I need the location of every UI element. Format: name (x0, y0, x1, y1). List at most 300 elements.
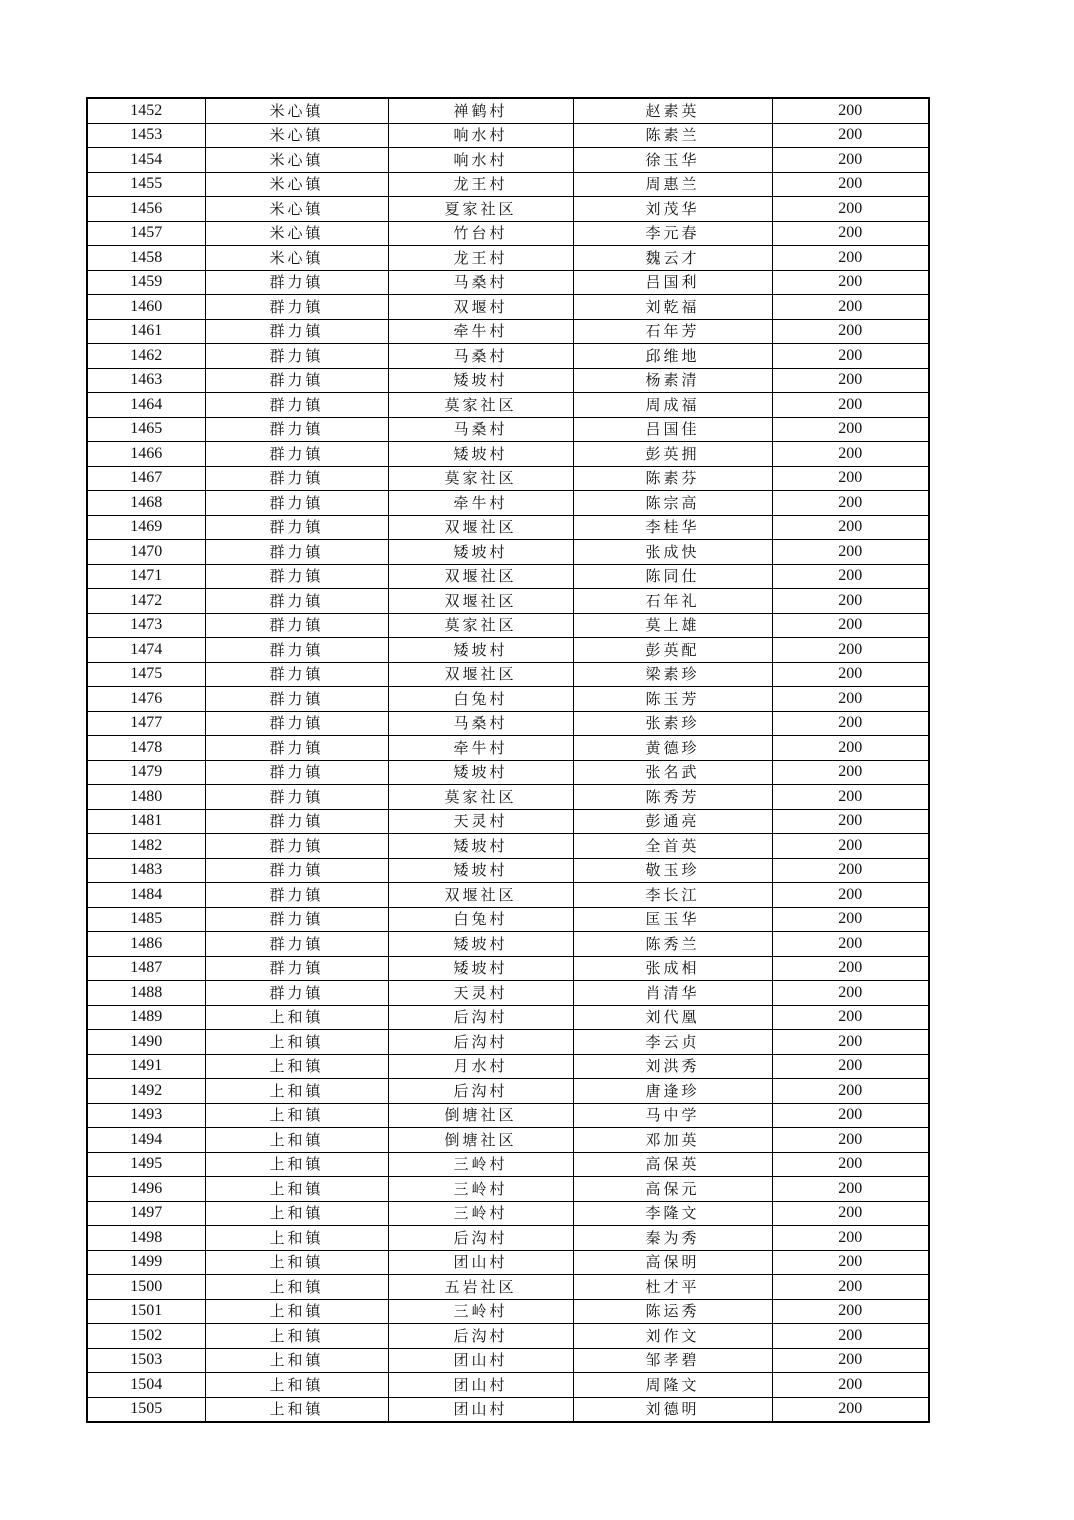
data-table (86, 97, 930, 1423)
name-cell: 李桂华 (573, 515, 772, 540)
amount-cell: 200 (772, 442, 929, 467)
amount-cell: 200 (772, 1103, 929, 1128)
village-cell: 双堰社区 (388, 515, 573, 540)
village-cell: 月水村 (388, 1054, 573, 1079)
row-number-cell: 1498 (87, 1226, 205, 1251)
row-number-cell: 1495 (87, 1152, 205, 1177)
row-number-cell: 1505 (87, 1397, 205, 1422)
name-cell: 张名武 (573, 760, 772, 785)
row-number-cell: 1478 (87, 736, 205, 761)
town-cell: 群力镇 (205, 834, 388, 859)
village-cell: 后沟村 (388, 1079, 573, 1104)
town-cell: 群力镇 (205, 638, 388, 663)
town-cell: 群力镇 (205, 907, 388, 932)
table-row (87, 736, 929, 761)
town-cell: 上和镇 (205, 1177, 388, 1202)
table-row (87, 1128, 929, 1153)
row-number-cell: 1466 (87, 442, 205, 467)
name-cell: 彭通亮 (573, 809, 772, 834)
village-cell: 矮坡村 (388, 540, 573, 565)
row-number-cell: 1472 (87, 589, 205, 614)
table-row (87, 368, 929, 393)
row-number-cell: 1467 (87, 466, 205, 491)
name-cell: 陈素兰 (573, 123, 772, 148)
town-cell: 群力镇 (205, 760, 388, 785)
town-cell: 米心镇 (205, 148, 388, 173)
village-cell: 莫家社区 (388, 466, 573, 491)
village-cell: 三岭村 (388, 1177, 573, 1202)
row-number-cell: 1480 (87, 785, 205, 810)
amount-cell: 200 (772, 638, 929, 663)
name-cell: 李长江 (573, 883, 772, 908)
name-cell: 彭英配 (573, 638, 772, 663)
amount-cell: 200 (772, 1275, 929, 1300)
table-row (87, 319, 929, 344)
amount-cell: 200 (772, 466, 929, 491)
village-cell: 马桑村 (388, 711, 573, 736)
table-row (87, 270, 929, 295)
table-row (87, 246, 929, 271)
name-cell: 刘作文 (573, 1324, 772, 1349)
row-number-cell: 1488 (87, 981, 205, 1006)
row-number-cell: 1491 (87, 1054, 205, 1079)
name-cell: 高保英 (573, 1152, 772, 1177)
row-number-cell: 1485 (87, 907, 205, 932)
village-cell: 马桑村 (388, 417, 573, 442)
village-cell: 白兔村 (388, 687, 573, 712)
table-row (87, 834, 929, 859)
town-cell: 群力镇 (205, 466, 388, 491)
name-cell: 高保元 (573, 1177, 772, 1202)
row-number-cell: 1500 (87, 1275, 205, 1300)
town-cell: 群力镇 (205, 687, 388, 712)
row-number-cell: 1481 (87, 809, 205, 834)
town-cell: 上和镇 (205, 1250, 388, 1275)
name-cell: 刘洪秀 (573, 1054, 772, 1079)
name-cell: 石年礼 (573, 589, 772, 614)
amount-cell: 200 (772, 613, 929, 638)
row-number-cell: 1458 (87, 246, 205, 271)
table-row (87, 809, 929, 834)
table-row (87, 1299, 929, 1324)
town-cell: 群力镇 (205, 932, 388, 957)
name-cell: 杨素清 (573, 368, 772, 393)
town-cell: 群力镇 (205, 540, 388, 565)
row-number-cell: 1460 (87, 295, 205, 320)
row-number-cell: 1497 (87, 1201, 205, 1226)
town-cell: 上和镇 (205, 1324, 388, 1349)
town-cell: 米心镇 (205, 172, 388, 197)
town-cell: 上和镇 (205, 1299, 388, 1324)
village-cell: 双堰社区 (388, 589, 573, 614)
village-cell: 后沟村 (388, 1030, 573, 1055)
town-cell: 群力镇 (205, 858, 388, 883)
amount-cell: 200 (772, 589, 929, 614)
table-row (87, 589, 929, 614)
row-number-cell: 1492 (87, 1079, 205, 1104)
table-row (87, 760, 929, 785)
amount-cell: 200 (772, 1005, 929, 1030)
table-row (87, 417, 929, 442)
village-cell: 团山村 (388, 1250, 573, 1275)
name-cell: 李云贞 (573, 1030, 772, 1055)
village-cell: 矮坡村 (388, 442, 573, 467)
table-row (87, 662, 929, 687)
row-number-cell: 1471 (87, 564, 205, 589)
amount-cell: 200 (772, 123, 929, 148)
row-number-cell: 1494 (87, 1128, 205, 1153)
name-cell: 邹孝碧 (573, 1348, 772, 1373)
table-row (87, 393, 929, 418)
table-row (87, 1250, 929, 1275)
town-cell: 米心镇 (205, 123, 388, 148)
table-row (87, 1275, 929, 1300)
name-cell: 邱维地 (573, 344, 772, 369)
amount-cell: 200 (772, 1177, 929, 1202)
amount-cell: 200 (772, 662, 929, 687)
table-row (87, 540, 929, 565)
village-cell: 三岭村 (388, 1299, 573, 1324)
name-cell: 刘德明 (573, 1397, 772, 1422)
village-cell: 莫家社区 (388, 393, 573, 418)
village-cell: 双堰社区 (388, 564, 573, 589)
town-cell: 上和镇 (205, 1152, 388, 1177)
table-row (87, 613, 929, 638)
table-row (87, 956, 929, 981)
village-cell: 天灵村 (388, 809, 573, 834)
table-row (87, 932, 929, 957)
amount-cell: 200 (772, 687, 929, 712)
row-number-cell: 1455 (87, 172, 205, 197)
row-number-cell: 1496 (87, 1177, 205, 1202)
village-cell: 团山村 (388, 1348, 573, 1373)
row-number-cell: 1459 (87, 270, 205, 295)
row-number-cell: 1499 (87, 1250, 205, 1275)
row-number-cell: 1479 (87, 760, 205, 785)
amount-cell: 200 (772, 907, 929, 932)
town-cell: 群力镇 (205, 515, 388, 540)
table-row (87, 711, 929, 736)
row-number-cell: 1504 (87, 1373, 205, 1398)
amount-cell: 200 (772, 956, 929, 981)
table-row (87, 785, 929, 810)
table-row (87, 491, 929, 516)
amount-cell: 200 (772, 736, 929, 761)
amount-cell: 200 (772, 1250, 929, 1275)
table-row (87, 1324, 929, 1349)
row-number-cell: 1493 (87, 1103, 205, 1128)
row-number-cell: 1452 (87, 98, 205, 123)
amount-cell: 200 (772, 981, 929, 1006)
table-row (87, 1005, 929, 1030)
town-cell: 上和镇 (205, 1275, 388, 1300)
name-cell: 梁素珍 (573, 662, 772, 687)
amount-cell: 200 (772, 344, 929, 369)
town-cell: 群力镇 (205, 442, 388, 467)
village-cell: 龙王村 (388, 246, 573, 271)
row-number-cell: 1476 (87, 687, 205, 712)
row-number-cell: 1484 (87, 883, 205, 908)
name-cell: 张成快 (573, 540, 772, 565)
town-cell: 群力镇 (205, 613, 388, 638)
village-cell: 三岭村 (388, 1201, 573, 1226)
town-cell: 米心镇 (205, 197, 388, 222)
village-cell: 夏家社区 (388, 197, 573, 222)
table-body (87, 98, 929, 1422)
amount-cell: 200 (772, 1226, 929, 1251)
village-cell: 天灵村 (388, 981, 573, 1006)
town-cell: 群力镇 (205, 883, 388, 908)
table-row (87, 1373, 929, 1398)
row-number-cell: 1483 (87, 858, 205, 883)
row-number-cell: 1490 (87, 1030, 205, 1055)
table-row (87, 1152, 929, 1177)
name-cell: 莫上雄 (573, 613, 772, 638)
town-cell: 米心镇 (205, 246, 388, 271)
town-cell: 群力镇 (205, 589, 388, 614)
village-cell: 矮坡村 (388, 638, 573, 663)
amount-cell: 200 (772, 319, 929, 344)
village-cell: 禅鹤村 (388, 98, 573, 123)
village-cell: 牵牛村 (388, 736, 573, 761)
village-cell: 矮坡村 (388, 834, 573, 859)
row-number-cell: 1462 (87, 344, 205, 369)
amount-cell: 200 (772, 98, 929, 123)
town-cell: 上和镇 (205, 1103, 388, 1128)
name-cell: 黄德珍 (573, 736, 772, 761)
amount-cell: 200 (772, 834, 929, 859)
amount-cell: 200 (772, 1324, 929, 1349)
name-cell: 秦为秀 (573, 1226, 772, 1251)
row-number-cell: 1464 (87, 393, 205, 418)
village-cell: 双堰村 (388, 295, 573, 320)
table-row (87, 221, 929, 246)
village-cell: 马桑村 (388, 270, 573, 295)
town-cell: 上和镇 (205, 1348, 388, 1373)
village-cell: 牵牛村 (388, 491, 573, 516)
amount-cell: 200 (772, 221, 929, 246)
row-number-cell: 1503 (87, 1348, 205, 1373)
village-cell: 马桑村 (388, 344, 573, 369)
table-row (87, 123, 929, 148)
amount-cell: 200 (772, 1128, 929, 1153)
village-cell: 莫家社区 (388, 785, 573, 810)
name-cell: 唐逢珍 (573, 1079, 772, 1104)
row-number-cell: 1453 (87, 123, 205, 148)
town-cell: 上和镇 (205, 1128, 388, 1153)
amount-cell: 200 (772, 1054, 929, 1079)
row-number-cell: 1486 (87, 932, 205, 957)
amount-cell: 200 (772, 540, 929, 565)
town-cell: 群力镇 (205, 270, 388, 295)
village-cell: 莫家社区 (388, 613, 573, 638)
table-row (87, 442, 929, 467)
name-cell: 吕国佳 (573, 417, 772, 442)
town-cell: 上和镇 (205, 1201, 388, 1226)
town-cell: 群力镇 (205, 785, 388, 810)
table-row (87, 1226, 929, 1251)
village-cell: 后沟村 (388, 1005, 573, 1030)
name-cell: 李元春 (573, 221, 772, 246)
name-cell: 张成相 (573, 956, 772, 981)
amount-cell: 200 (772, 172, 929, 197)
village-cell: 矮坡村 (388, 932, 573, 957)
amount-cell: 200 (772, 932, 929, 957)
name-cell: 周成福 (573, 393, 772, 418)
village-cell: 五岩社区 (388, 1275, 573, 1300)
town-cell: 群力镇 (205, 956, 388, 981)
amount-cell: 200 (772, 564, 929, 589)
row-number-cell: 1501 (87, 1299, 205, 1324)
amount-cell: 200 (772, 1201, 929, 1226)
amount-cell: 200 (772, 491, 929, 516)
town-cell: 上和镇 (205, 1373, 388, 1398)
village-cell: 矮坡村 (388, 368, 573, 393)
town-cell: 群力镇 (205, 736, 388, 761)
village-cell: 双堰社区 (388, 662, 573, 687)
name-cell: 刘代凰 (573, 1005, 772, 1030)
table-row (87, 638, 929, 663)
town-cell: 上和镇 (205, 1226, 388, 1251)
row-number-cell: 1475 (87, 662, 205, 687)
name-cell: 邓加英 (573, 1128, 772, 1153)
row-number-cell: 1477 (87, 711, 205, 736)
town-cell: 群力镇 (205, 368, 388, 393)
table-row (87, 883, 929, 908)
table-row (87, 687, 929, 712)
village-cell: 倒塘社区 (388, 1128, 573, 1153)
town-cell: 群力镇 (205, 564, 388, 589)
name-cell: 敬玉珍 (573, 858, 772, 883)
village-cell: 团山村 (388, 1397, 573, 1422)
amount-cell: 200 (772, 270, 929, 295)
village-cell: 后沟村 (388, 1324, 573, 1349)
row-number-cell: 1454 (87, 148, 205, 173)
table-row (87, 98, 929, 123)
row-number-cell: 1470 (87, 540, 205, 565)
amount-cell: 200 (772, 1299, 929, 1324)
table-row (87, 1348, 929, 1373)
name-cell: 刘茂华 (573, 197, 772, 222)
row-number-cell: 1469 (87, 515, 205, 540)
table-row (87, 1177, 929, 1202)
village-cell: 响水村 (388, 123, 573, 148)
name-cell: 匡玉华 (573, 907, 772, 932)
name-cell: 李隆文 (573, 1201, 772, 1226)
town-cell: 群力镇 (205, 662, 388, 687)
amount-cell: 200 (772, 197, 929, 222)
name-cell: 陈素芬 (573, 466, 772, 491)
town-cell: 群力镇 (205, 491, 388, 516)
table-row (87, 1103, 929, 1128)
amount-cell: 200 (772, 393, 929, 418)
amount-cell: 200 (772, 809, 929, 834)
table-row (87, 515, 929, 540)
row-number-cell: 1482 (87, 834, 205, 859)
town-cell: 群力镇 (205, 319, 388, 344)
village-cell: 竹台村 (388, 221, 573, 246)
row-number-cell: 1474 (87, 638, 205, 663)
row-number-cell: 1473 (87, 613, 205, 638)
village-cell: 矮坡村 (388, 956, 573, 981)
table-row (87, 1054, 929, 1079)
village-cell: 三岭村 (388, 1152, 573, 1177)
town-cell: 上和镇 (205, 1030, 388, 1055)
amount-cell: 200 (772, 1348, 929, 1373)
name-cell: 赵素英 (573, 98, 772, 123)
amount-cell: 200 (772, 1373, 929, 1398)
village-cell: 牵牛村 (388, 319, 573, 344)
row-number-cell: 1463 (87, 368, 205, 393)
name-cell: 周惠兰 (573, 172, 772, 197)
row-number-cell: 1465 (87, 417, 205, 442)
row-number-cell: 1457 (87, 221, 205, 246)
amount-cell: 200 (772, 1030, 929, 1055)
village-cell: 后沟村 (388, 1226, 573, 1251)
amount-cell: 200 (772, 148, 929, 173)
name-cell: 全首英 (573, 834, 772, 859)
row-number-cell: 1468 (87, 491, 205, 516)
name-cell: 陈玉芳 (573, 687, 772, 712)
town-cell: 上和镇 (205, 1397, 388, 1422)
name-cell: 肖清华 (573, 981, 772, 1006)
village-cell: 双堰社区 (388, 883, 573, 908)
table-row (87, 344, 929, 369)
table-row (87, 172, 929, 197)
town-cell: 群力镇 (205, 981, 388, 1006)
name-cell: 徐玉华 (573, 148, 772, 173)
amount-cell: 200 (772, 417, 929, 442)
table-row (87, 564, 929, 589)
village-cell: 龙王村 (388, 172, 573, 197)
amount-cell: 200 (772, 785, 929, 810)
row-number-cell: 1487 (87, 956, 205, 981)
name-cell: 石年芳 (573, 319, 772, 344)
town-cell: 群力镇 (205, 809, 388, 834)
table-row (87, 1079, 929, 1104)
name-cell: 魏云才 (573, 246, 772, 271)
town-cell: 米心镇 (205, 221, 388, 246)
amount-cell: 200 (772, 246, 929, 271)
name-cell: 马中学 (573, 1103, 772, 1128)
village-cell: 团山村 (388, 1373, 573, 1398)
amount-cell: 200 (772, 1079, 929, 1104)
table-row (87, 858, 929, 883)
amount-cell: 200 (772, 883, 929, 908)
name-cell: 吕国利 (573, 270, 772, 295)
name-cell: 陈秀芳 (573, 785, 772, 810)
amount-cell: 200 (772, 760, 929, 785)
village-cell: 矮坡村 (388, 760, 573, 785)
town-cell: 上和镇 (205, 1079, 388, 1104)
row-number-cell: 1461 (87, 319, 205, 344)
row-number-cell: 1456 (87, 197, 205, 222)
table-row (87, 197, 929, 222)
table-row (87, 148, 929, 173)
name-cell: 陈秀兰 (573, 932, 772, 957)
table-row (87, 907, 929, 932)
name-cell: 彭英拥 (573, 442, 772, 467)
table-row (87, 1030, 929, 1055)
village-cell: 白兔村 (388, 907, 573, 932)
table-row (87, 981, 929, 1006)
village-cell: 响水村 (388, 148, 573, 173)
table-row (87, 295, 929, 320)
name-cell: 张素珍 (573, 711, 772, 736)
name-cell: 陈宗高 (573, 491, 772, 516)
table-row (87, 466, 929, 491)
village-cell: 倒塘社区 (388, 1103, 573, 1128)
